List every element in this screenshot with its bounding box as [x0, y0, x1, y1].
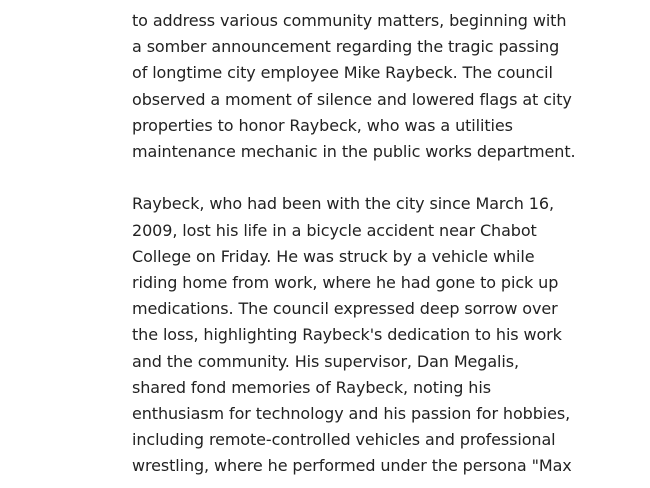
paragraph-2	[132, 191, 632, 479]
text-line: to address various community matters, beginning with	[132, 11, 567, 30]
text-line: medications. The council expressed deep sorrow over	[132, 299, 558, 319]
text-line: of longtime city employee Mike Raybeck. The council	[132, 63, 553, 83]
text-line: observed a moment of silence and lowered flags at city	[132, 89, 572, 109]
text-line: properties to honor Raybeck, who was a utilities	[132, 115, 513, 135]
text-line: the loss, highlighting Raybeck's dedication to his work	[132, 325, 562, 345]
text-line: Raybeck, who had been with the city since March 16,	[132, 194, 554, 214]
text-line: 2009, lost his life in a bicycle accident near Chabot	[132, 220, 537, 240]
text-line: College on Friday. He was struck by a vehicle while	[132, 246, 535, 266]
paragraph-1	[132, 8, 632, 165]
text-line: enthusiasm for technology and his passion for hobbies,	[132, 404, 571, 424]
text-line: including remote-controlled vehicles and professional	[132, 430, 556, 450]
text-line: a somber announcement regarding the tragic passing	[132, 37, 560, 57]
article-body	[132, 8, 632, 480]
text-line: and the community. His supervisor, Dan Megalis,	[132, 351, 519, 371]
paragraph-spacer	[132, 165, 632, 191]
text-line: wrestling, where he performed under the persona "Max	[132, 456, 572, 476]
text-line: riding home from work, where he had gone to pick up	[132, 273, 559, 293]
text-line: maintenance mechanic in the public works department.	[132, 142, 576, 162]
text-line: shared fond memories of Raybeck, noting his	[132, 377, 491, 397]
